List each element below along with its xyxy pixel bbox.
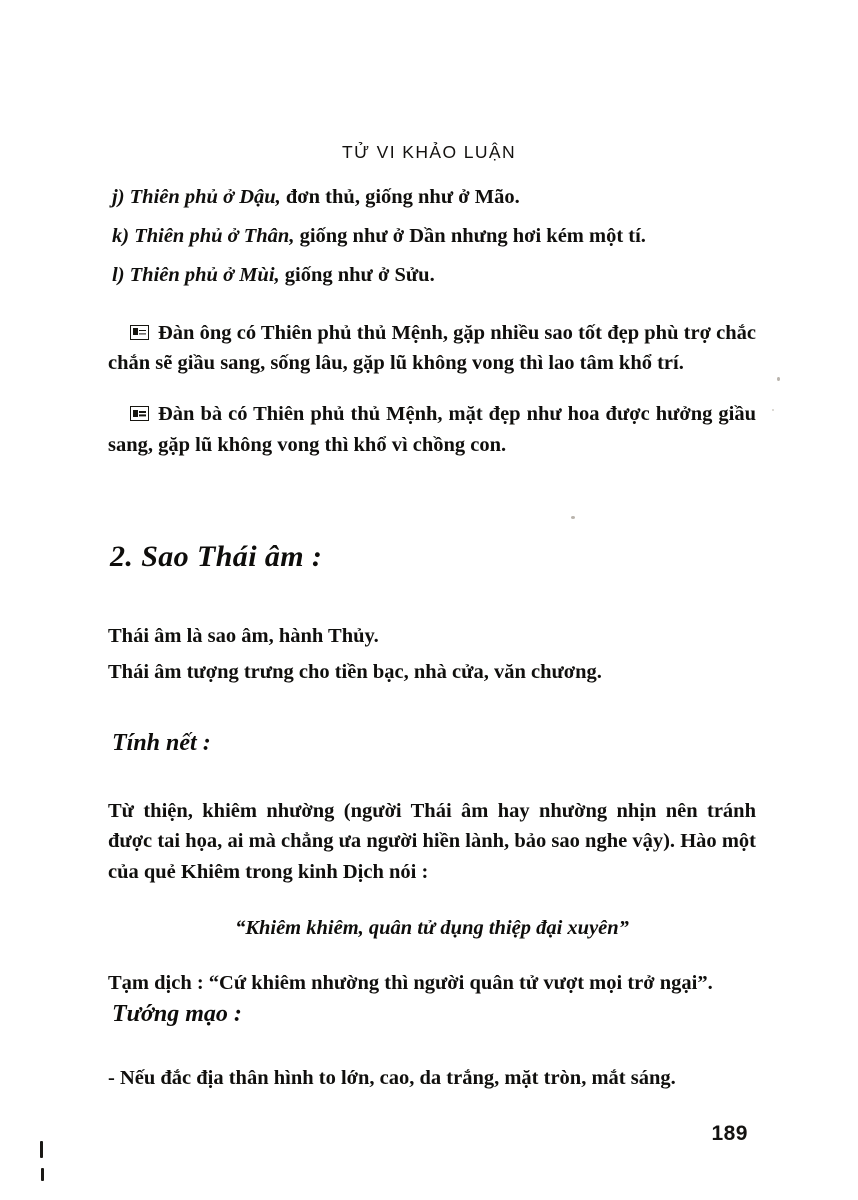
scan-artifact-mark — [41, 1168, 44, 1181]
list-item — [108, 178, 756, 217]
note-paragraph — [108, 399, 756, 460]
paragraph: Từ thiện, khiêm nhường (người Thái âm hay nhường nhịn nên tránh được tai họa, ai mà chẳng ưa người hiền lành, bảo sao nghe vậy). Hào một của quẻ Khiêm trong kinh Dịch nói : — [108, 799, 756, 883]
scan-artifact-mark — [40, 1141, 43, 1158]
scan-speck — [571, 516, 575, 519]
scan-speck — [772, 409, 774, 411]
box-glyph-icon — [130, 325, 149, 340]
list-item — [108, 256, 756, 295]
running-head: TỬ VI KHẢO LUẬN — [341, 142, 517, 162]
note-paragraph — [108, 318, 756, 379]
quotation: “Khiêm khiêm, quân tử dụng thiệp đại xuyên” — [235, 916, 629, 939]
list-item-rest: đơn thủ, giống như ở Mão. — [280, 186, 520, 208]
paragraph: - Nếu đắc địa thân hình to lớn, cao, da trắng, mặt tròn, mắt sáng. — [108, 1066, 676, 1089]
page-number: 189 — [711, 1122, 748, 1145]
subsection-heading-tinh-net: Tính nết : — [112, 730, 211, 756]
translation-paragraph: Tạm dịch : “Cứ khiêm nhường thì người quân tử vượt mọi trở ngại”. — [108, 971, 713, 994]
subsection-body-tinh-net — [108, 775, 756, 1019]
note-paragraph-text: Đàn bà có Thiên phủ thủ Mệnh, mặt đẹp như hoa được hưởng giầu sang, gặp lũ không vong thì khổ vì chồng con. — [108, 403, 756, 456]
scan-speck — [777, 377, 780, 381]
list-item-rest: giống như ở Sửu. — [279, 264, 435, 286]
intro-line: Thái âm là sao âm, hành Thủy. — [108, 625, 379, 647]
section-heading: 2. Sao Thái âm : — [110, 540, 323, 573]
box-glyph-icon — [130, 406, 149, 421]
note-paragraphs — [108, 297, 756, 460]
list-item-lead: j) Thiên phủ ở Dậu, — [112, 186, 281, 208]
lettered-list — [108, 178, 756, 295]
list-item — [108, 217, 756, 256]
note-paragraph-text: Đàn ông có Thiên phủ thủ Mệnh, gặp nhiều sao tốt đẹp phù trợ chắc chắn sẽ giầu sang, sống lâu, gặp lũ không vong thì lao tâm khổ trí. — [108, 321, 756, 374]
list-item-rest: giống như ở Dần nhưng hơi kém một tí. — [294, 225, 646, 247]
list-item-lead: k) Thiên phủ ở Thân, — [112, 225, 295, 247]
list-item-lead: l) Thiên phủ ở Mùi, — [112, 264, 280, 286]
section-intro — [108, 618, 756, 690]
subsection-body-tuong-mao — [108, 1042, 756, 1114]
subsection-heading-tuong-mao: Tướng mạo : — [112, 1001, 242, 1027]
intro-line: Thái âm tượng trưng cho tiền bạc, nhà cửa, văn chương. — [108, 661, 602, 683]
